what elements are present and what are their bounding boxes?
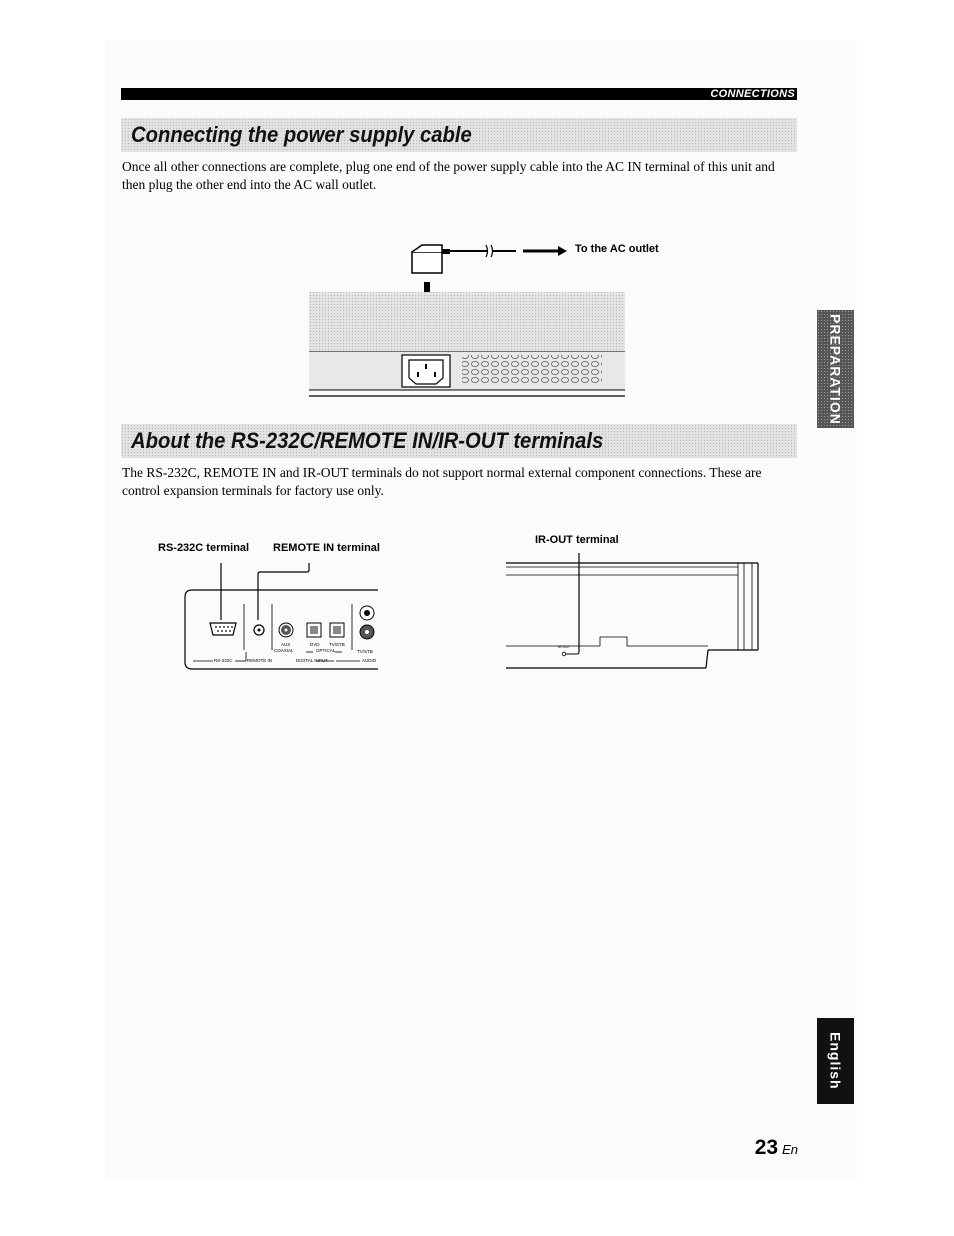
side-tab-label: English: [827, 1032, 844, 1090]
remote-in-terminal-label: REMOTE IN terminal: [273, 542, 380, 554]
panel-label-rs232c: RS-232C: [214, 658, 233, 663]
coaxial-jack-icon: [279, 623, 293, 637]
audio-jack-white-icon: [360, 606, 374, 620]
page-number: [755, 1136, 798, 1160]
side-tab-preparation: [817, 310, 854, 428]
rs232c-terminal-label: RS-232C terminal: [158, 542, 250, 554]
side-tab-english: [817, 1018, 854, 1104]
remote-in-jack-icon: [254, 625, 264, 635]
optical-dvd-jack-icon: [307, 623, 321, 637]
panel-label-ir-out: IR-OUT: [558, 645, 571, 649]
panel-label-coaxial: COAXIAL: [274, 648, 294, 653]
section-label: CONNECTIONS: [710, 88, 795, 100]
optical-tvstb-jack-icon: [330, 623, 344, 637]
panel-label-remote-in: REMOTE IN: [247, 658, 273, 663]
ir-out-unit-side-view: [506, 553, 758, 668]
ac-outlet-label: To the AC outlet: [575, 243, 659, 255]
section-title: Connecting the power supply cable: [131, 122, 472, 147]
section-body: Once all other connections are complete, plug one end of the power supply cable into the AC IN terminal of this unit and then plug the other end into the AC wall outlet.: [122, 159, 775, 192]
side-tab-label: PREPARATION: [827, 313, 844, 425]
panel-label-audio: AUDIO: [362, 658, 377, 663]
panel-label-aux: AUX: [281, 642, 291, 647]
panel-label-tvstb-audio: TV/STB: [357, 649, 373, 654]
section-title: About the RS-232C/REMOTE IN/IR-OUT terminals: [131, 428, 604, 453]
page-number-value: 23: [754, 1136, 779, 1159]
ir-out-terminal-label: IR-OUT terminal: [535, 534, 619, 546]
rs232c-connector-icon: [210, 623, 236, 635]
panel-label-digital-input: DIGITAL INPUT: [296, 658, 328, 663]
panel-label-optical: OPTICAL: [316, 648, 336, 653]
page-language: En: [782, 1142, 798, 1157]
section-body: The RS-232C, REMOTE IN and IR-OUT terminals do not support normal external component connections. These are control expansion terminals for factory use only.: [122, 465, 762, 498]
panel-label-tvstb: TV/STB: [329, 642, 345, 647]
panel-label-dvd: DVD: [310, 642, 320, 647]
audio-jack-red-icon: [360, 625, 374, 639]
